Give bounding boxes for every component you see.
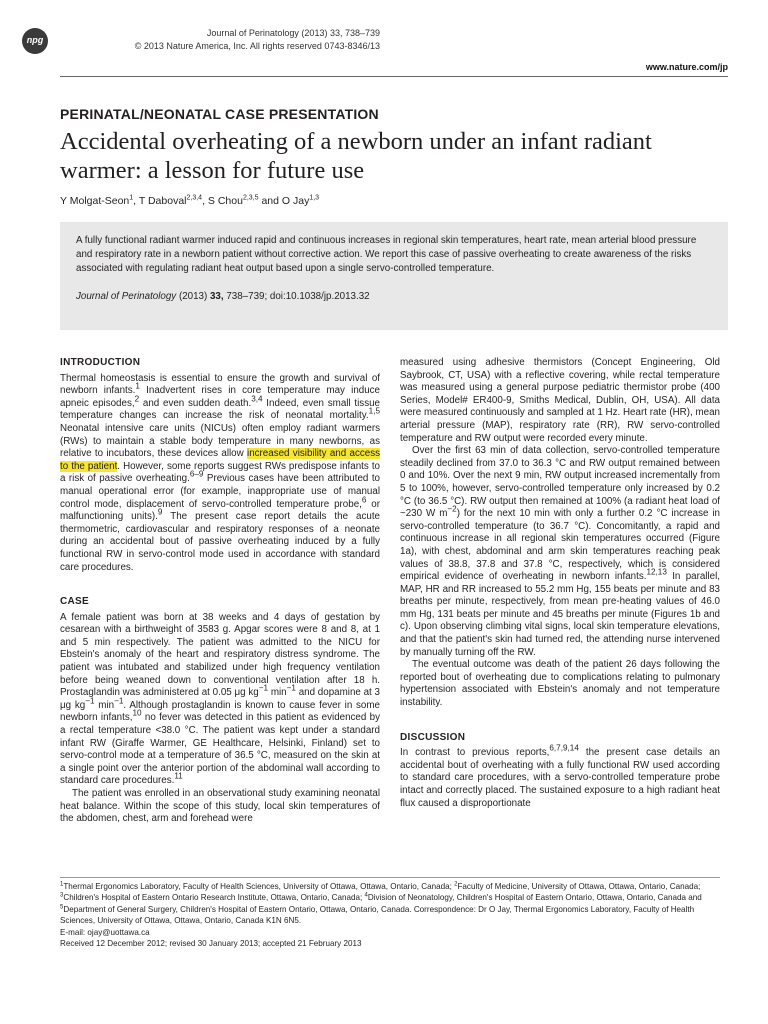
abstract-text: A fully functional radiant warmer induced rapid and continuous increases in regional skin temperatures, heart rate, mean arterial blood pressure and respiratory rate in a newborn patient without corrective action. We report this case of passive overheating to create awareness of the risks associated with regulating radiant heat output based upon a single servo-controlled temperature. xyxy=(76,235,697,274)
header-rule xyxy=(60,76,728,77)
case-paragraph-5: The eventual outcome was death of the patient 26 days following the reported bout of overheating due to complications relating to pulmonary hypertension associated with Ebstein's anomaly and not temperature instability. xyxy=(400,659,720,709)
ref-link[interactable]: 10 xyxy=(132,709,142,719)
case-heading: CASE xyxy=(60,596,89,608)
introduction-paragraph: Thermal homeostasis is essential to ensure the growth and survival of newborn infants.$^1$ Inadvertent rises in core temperature may induce apneic episodes,$^2$ and even sudden death.$^{3,4}$ Indeed, even small tissue temperature changes can increase the risk of neonatal mortality.$^{1,5}$ Neonatal intensive care units (NICUs) often employ radiant warmers (RWs) to maintain a stable body temperature in many newborns, as relative to incubators, these devices allow increased visibility and access to the patient. However, some reports suggest RWs predispose infants to a risk of passive overheating.$^{6-9}$ Previous cases have been attributed to manual operational error (for example, inappropriate use of manual control mode, displacement of servo-controlled temperature probe,$^6$ or malfunctioning units).$^9$ The present case report details the acute thermometric, cardiovascular and respiratory responses of a neonate during an accidental bout of passive overheating induced by a fully functional RW in servo-control mode used in accordance with standard care procedures. xyxy=(60,372,381,573)
ref-link[interactable]: 12,13 xyxy=(646,567,667,577)
author-name: Y Molgat-Seon xyxy=(60,195,130,207)
ref-link[interactable]: 9 xyxy=(157,507,163,517)
case-paragraph-3: measured using adhesive thermistors (Concept Engineering, Old Saybrook, CT, USA) with a reflective covering, while rectal temperature was measured using a general purpose pediatric thermistor probe (400 Series, Model# ER400-9, Smiths Medical, Dublin, OH, USA). All data were measured continuously and sampled at 1 Hz. Heart rate (HR), mean arterial pressure (MAP), respiratory rate (RR), RW servo-controlled temperature and RW output were recorded every minute. xyxy=(400,357,720,444)
journal-header xyxy=(80,27,380,53)
author-list: Y Molgat-Seon$^1$, T Daboval$^{2,3,4}$, S Chou$^{2,3,5}$ and O Jay$^{1,3}$ xyxy=(60,194,320,207)
ref-link[interactable]: 2 xyxy=(134,394,140,404)
right-column xyxy=(400,357,720,810)
author-affiliation-ref: 2,3,5 xyxy=(242,194,259,202)
highlighted-text[interactable]: increased visibility and access to the patient xyxy=(60,448,380,472)
ref-link[interactable]: 6,7,9,14 xyxy=(549,743,579,753)
section-label: PERINATAL/NEONATAL CASE PRESENTATION xyxy=(60,106,379,122)
case-paragraph-4: Over the first 63 min of data collection, servo-controlled temperature steadily declined from 37.0 to 36.3 °C and RW output remained between 0 and 10%. Over the next 9 min, RW output increased incrementally from 5 to 100%, however, servo-controlled temperature only increased by 0.2 °C (to 36.5 °C). RW output then remained at 100% (a radiant heat load of ~230 W $m^{-2}$) for the next 10 min with only a further 0.2 °C increase in servo-controlled temperature (to 36.7 °C). Concomitantly, a rapid and continuous increase in all regional skin temperatures occurred (Figure 1a), with chest, abdominal and arm skin temperatures reaching peak values of 38.8, 37.8 and 37.8 °C, respectively, which is considered empirical evidence of overheating in newborn infants.$^{12,13}$ In parallel, MAP, HR and RR increased to 55.2 mm Hg, 155 beats per minute and 83 breaths per minute, respectively, from mean pre-heating values of 46.0 mm Hg, 131 beats per minute and 45 breaths per minute (Figures 1b and c). Upon observing climbing vital signs, local skin temperature elevations, and that the patient's skin had turned red, the attending nurse intervened by manually turning off the RW. xyxy=(400,445,721,658)
introduction-heading: INTRODUCTION xyxy=(60,357,141,368)
footnotes xyxy=(60,881,726,949)
affiliation-line-2: $^3$Children's Hospital of Eastern Ontario Research Institute, Ottawa, Ontario, Canada; $^4$Division of Neonatology, Children's Hospital of Eastern Ontario, Ottawa, Ontario, Canada and xyxy=(60,892,702,903)
ref-link[interactable]: 11 xyxy=(174,772,183,782)
correspondence-email[interactable]: E-mail: ojay@uottawa.ca xyxy=(60,927,150,937)
citation-volume: 33, xyxy=(209,291,224,302)
case-paragraph-1: A female patient was born at 38 weeks and 4 days of gestation by cesarean with a birthweight of 3583 g. Apgar scores were 8 and 8, at 1 and 5 min respectively. The patient was admitted to the NICU for Ebstein's anomaly of the heart and respiratory distress syndrome. The patient was intubated and stabilized under high frequency ventilation before being weaned down to conventional ventilation after 18 h. Prostaglandin was administered at 0.05 μg $kg^{-1}$ $\min^{-1}$ and dopamine at 3 μg $kg^{-1}$ $\min^{-1}$. Although prostaglandin is known to cause fever in some newborn infants,$^{10}$ no fever was detected in this patient as evidenced by a rectal temperature <38.0 °C. The patient was kept under a standard infant RW (Giraffe Warmer, GE Healthcare, Helsinki, Finland) set to servo-control mode at a temperature of 36.5 °C, measured on the skin at a single point over the anterior portion of the abdominal wall according to standard care procedures.$^{11}$ xyxy=(60,611,380,787)
copyright-line: © 2013 Nature America, Inc. All rights reserved 0743-8346/13 xyxy=(134,41,380,51)
author-affiliation-ref: 2,3,4 xyxy=(186,194,203,202)
ref-link[interactable]: 1 xyxy=(135,381,140,391)
ref-link[interactable]: 3,4 xyxy=(251,394,263,404)
citation-journal: Journal of Perinatology xyxy=(76,291,177,302)
ref-link[interactable]: 6 xyxy=(361,495,367,505)
author-name: O Jay xyxy=(281,195,310,207)
author-name: S Chou xyxy=(207,195,243,207)
author-affiliation-ref: 1,3 xyxy=(309,194,320,202)
discussion-heading: DISCUSSION xyxy=(400,731,466,743)
affiliation-line-3: $^5$Department of General Surgery, Children's Hospital of Eastern Ontario, Ottawa, Ontario, Canada. Correspondence: Dr O Jay, Thermal Ergonomics Laboratory, Faculty of Health Sciences, University of Ottawa, Ottawa, Ontario, Canada K1N 6N5. xyxy=(60,904,695,926)
journal-url[interactable]: www.nature.com/jp xyxy=(645,62,728,72)
case-paragraph-2: The patient was enrolled in an observational study examining neonatal heat balance. Within the scope of this study, local skin temperatures of the abdomen, chest, arm and forehead were xyxy=(60,788,380,825)
author-name: T Daboval xyxy=(138,195,187,207)
logo-text: npg xyxy=(26,35,44,45)
discussion-paragraph: In contrast to previous reports,$^{6,7,9,14}$ the present case details an accidental bout of overheating with a fully functional RW used according to standard care procedures, with a servo-controlled temperature probe intact and correctly placed. The sustained exposure to a high radiant heat flux caused a disproportionate xyxy=(400,743,720,809)
left-column xyxy=(60,357,380,826)
footnote-rule xyxy=(60,877,720,878)
abstract-citation xyxy=(76,290,712,304)
received-dates: Received 12 December 2012; revised 30 January 2013; accepted 21 February 2013 xyxy=(60,939,362,949)
author-affiliation-ref: 1 xyxy=(129,194,134,202)
article-title: Accidental overheating of a newborn under an infant radiant warmer: a lesson for future use xyxy=(60,128,652,184)
ref-link[interactable]: 1,5 xyxy=(368,407,380,417)
journal-citation-line: Journal of Perinatology (2013) 33, 738–739 xyxy=(206,28,380,38)
ref-link[interactable]: 6–9 xyxy=(189,470,204,480)
citation-year: (2013) xyxy=(176,291,210,302)
affiliation-line-1: $^1$Thermal Ergonomics Laboratory, Faculty of Health Sciences, University of Ottawa, Ottawa, Ontario, Canada; $^2$Faculty of Medicine, University of Ottawa, Ottawa, Ontario, Canada; xyxy=(60,881,701,891)
citation-rest: 738–739; doi:10.1038/jp.2013.32 xyxy=(223,291,370,302)
npg-logo xyxy=(22,28,48,54)
abstract-box xyxy=(60,222,728,330)
